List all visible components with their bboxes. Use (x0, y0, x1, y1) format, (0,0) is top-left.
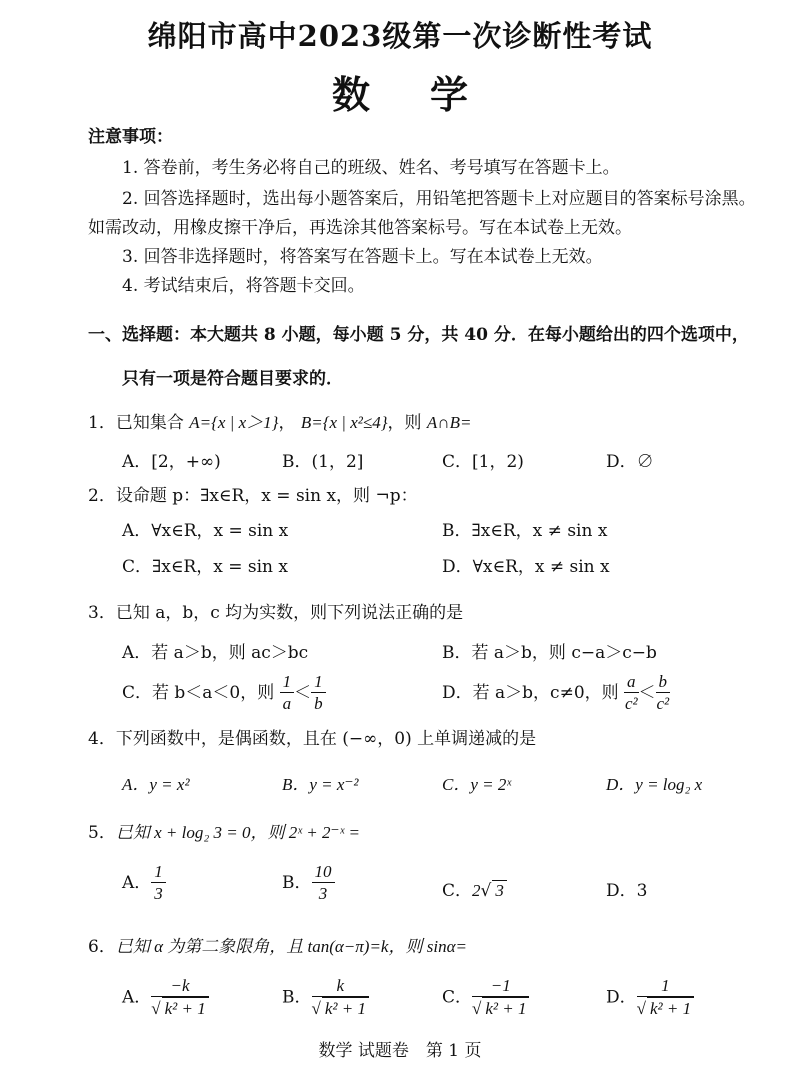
question-number: 5． (88, 823, 116, 843)
question-number: 1． (88, 413, 116, 433)
denominator: c² (624, 694, 638, 713)
option-label: B． (282, 987, 312, 1008)
question-4 (88, 724, 536, 749)
option-label: D． (606, 987, 637, 1008)
fraction (637, 976, 694, 1020)
option-d: D．y = log₂ x (606, 775, 703, 794)
option-d: D．∀x∈R，x ≠ sin x (442, 557, 610, 577)
option-a: A．[2，+∞) (122, 452, 221, 472)
numerator: k (312, 976, 369, 997)
question-6 (88, 932, 467, 957)
option-text: C．若 b＜a＜0，则 (122, 683, 275, 703)
numerator: 1 (151, 862, 166, 883)
question-stem: 已知 α 为第二象限角，且 tan(α−π)=k，则 sinα= (115, 937, 467, 956)
fraction (311, 672, 326, 715)
option-a: A．y = x² (122, 775, 190, 794)
question-expr: A∩B= (426, 413, 472, 432)
denominator (312, 997, 369, 1020)
radical-sign: √ (472, 999, 482, 1018)
question-5 (88, 818, 360, 843)
option-b: B．若 a＞b，则 c−a＞c−b (442, 643, 657, 663)
question-stem: 已知 x + log₂ 3 = 0，则 2ˣ + 2⁻ˣ = (115, 823, 360, 842)
numerator: b (656, 672, 671, 693)
fraction (280, 672, 295, 715)
numerator: 10 (312, 862, 335, 883)
option-a: A．若 a＞b，则 ac＞bc (122, 643, 309, 663)
denominator: a (282, 694, 292, 713)
numerator: −1 (472, 976, 529, 997)
radicand: k² + 1 (647, 997, 694, 1020)
option-b (282, 862, 335, 905)
radical-sign: √ (311, 999, 321, 1018)
exam-title: 绵阳市高中2023级第一次诊断性考试 (147, 19, 653, 53)
subject-title (0, 64, 800, 119)
option-label: C． (442, 881, 473, 901)
fraction (472, 976, 529, 1020)
section-heading: 一、选择题：本大题共 8 小题，每小题 5 分，共 40 分．在每小题给出的四个选项中， (88, 325, 749, 345)
denominator: b (314, 694, 323, 713)
option-label: A． (122, 987, 152, 1008)
page-footer: 数学 试题卷 第 1 页 (318, 1041, 482, 1061)
question-3 (88, 598, 463, 623)
option-b (282, 976, 369, 1020)
question-stem: 设命题 p：∃x∈R，x = sin x，则 ¬p： (115, 486, 418, 506)
fraction (312, 862, 335, 905)
option-text: D．若 a＞b，c≠0，则 (442, 683, 619, 703)
question-number: 3． (88, 603, 116, 623)
subject-char: 学 (430, 72, 469, 117)
fraction (656, 672, 671, 715)
question-stem: ，则 (387, 413, 422, 433)
denominator: 3 (154, 884, 163, 903)
option-c: C．∃x∈R，x = sin x (122, 557, 288, 577)
radicand: k² + 1 (162, 997, 209, 1020)
question-stem: 下列函数中，是偶函数，且在 (−∞，0) 上单调递减的是 (115, 729, 537, 749)
coefficient: 2 (472, 881, 481, 900)
notice-item: 1. 答卷前，考生务必将自己的班级、姓名、考号填写在答题卡上。 (122, 158, 620, 178)
radical-sign: √ (480, 881, 492, 901)
option-c: C．[1，2) (442, 452, 524, 472)
question-number: 2． (88, 486, 116, 506)
fraction (624, 672, 639, 715)
option-c (122, 672, 326, 715)
denominator (637, 997, 694, 1020)
option-label: A． (122, 873, 152, 893)
fraction (151, 976, 208, 1020)
option-b: B．∃x∈R，x ≠ sin x (442, 521, 608, 541)
numerator: 1 (637, 976, 694, 997)
subject-char: 数 (331, 72, 370, 117)
denominator (472, 997, 529, 1020)
numerator: 1 (311, 672, 326, 693)
option-b: B．(1，2] (282, 452, 364, 472)
option-d: D．3 (606, 881, 648, 901)
numerator: a (624, 672, 639, 693)
set-a: A={x | x＞1} (189, 413, 279, 432)
question-2 (88, 481, 418, 506)
notice-heading: 注意事项： (88, 127, 173, 147)
numerator: −k (151, 976, 208, 997)
notice-item: 3. 回答非选择题时，将答案写在答题卡上。写在本试卷上无效。 (122, 247, 603, 267)
question-stem: 已知 a，b，c 均为实数，则下列说法正确的是 (115, 603, 464, 623)
option-d (606, 976, 694, 1020)
notice-item: 如需改动，用橡皮擦干净后，再选涂其他答案标号。写在本试卷上无效。 (88, 218, 632, 238)
option-a (122, 976, 209, 1020)
question-stem: 已知集合 (115, 413, 184, 433)
fraction (312, 976, 369, 1020)
option-d (442, 672, 670, 715)
denominator: c² (656, 694, 670, 713)
denominator: 3 (318, 884, 328, 903)
section-heading-cont: 只有一项是符合题目要求的． (122, 369, 343, 389)
radicand: 3 (492, 880, 507, 901)
option-c (442, 876, 507, 901)
notice-item: 2. 回答选择题时，选出每小题答案后，用铅笔把答题卡上对应题目的答案标号涂黑。 (122, 189, 756, 209)
option-d: D．∅ (606, 452, 654, 472)
option-label: C． (442, 987, 473, 1008)
set-b: B={x | x²≤4} (300, 413, 388, 432)
radicand: k² + 1 (322, 997, 369, 1020)
notice-item: 4. 考试结束后，将答题卡交回。 (122, 276, 365, 296)
radical-sign: √ (151, 999, 161, 1018)
option-b: B．y = x⁻² (282, 775, 359, 794)
relation: ＜ (638, 683, 656, 703)
option-label: B． (282, 873, 312, 893)
question-number: 6． (88, 937, 116, 957)
option-c: C．y = 2ˣ (442, 775, 512, 794)
option-c (442, 976, 529, 1020)
question-number: 4． (88, 729, 116, 749)
numerator: 1 (280, 672, 295, 693)
option-a: A．∀x∈R，x = sin x (122, 521, 289, 541)
relation: ＜ (294, 683, 312, 703)
denominator (151, 997, 208, 1020)
fraction (151, 862, 166, 905)
question-1: 1．已知集合 A={x | x＞1}， B={x | x²≤4}，则 A∩B= (88, 413, 472, 433)
radicand: k² + 1 (482, 997, 529, 1020)
option-a (122, 862, 166, 905)
radical-sign: √ (636, 999, 646, 1018)
